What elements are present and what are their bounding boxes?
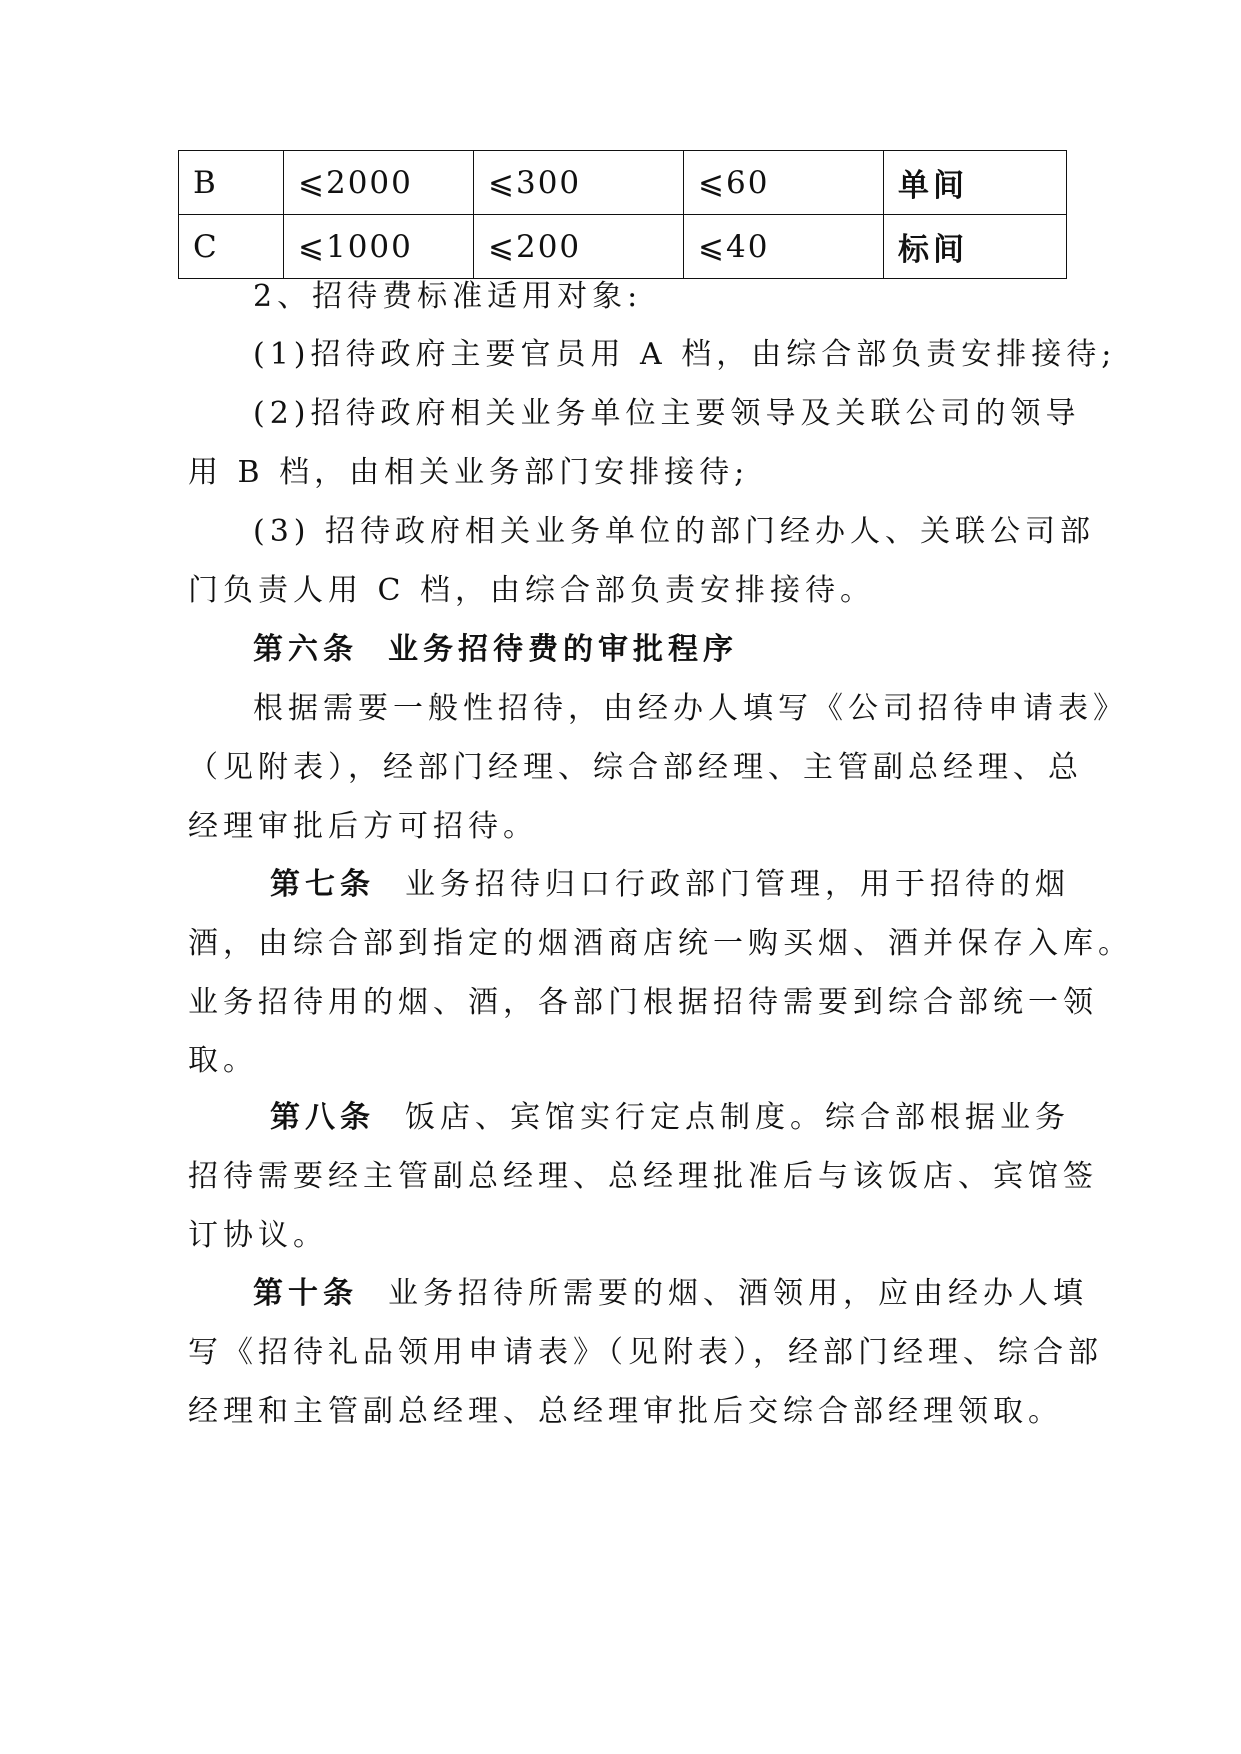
text-run: (1)招待政府主要官员用 A 档，由综合部负责安排接待;	[253, 337, 1117, 372]
text-line	[0, 503, 1241, 561]
article-heading: 第七条	[270, 867, 375, 902]
text-run: 业务招待用的烟、酒，各部门根据招待需要到综合部统一领	[188, 985, 1098, 1020]
text-line	[0, 739, 1241, 797]
text-run: 经理和主管副总经理、总经理审批后交综合部经理领取。	[188, 1394, 1063, 1429]
table-row	[179, 151, 1067, 215]
text-run: 写《招待礼品领用申请表》（见附表），经部门经理、综合部	[188, 1335, 1103, 1370]
text-line	[0, 385, 1241, 443]
text-line	[0, 562, 1241, 620]
text-line	[0, 798, 1241, 856]
text-run: 用 B 档，由相关业务部门安排接待;	[188, 455, 750, 490]
text-run: (2)招待政府相关业务单位主要领导及关联公司的领导	[253, 396, 1081, 431]
text-run: 业务招待所需要的烟、酒领用，应由经办人填	[388, 1276, 1088, 1311]
text-line	[0, 680, 1241, 738]
text-line	[0, 915, 1241, 973]
text-run: 业务招待归口行政部门管理，用于招待的烟	[405, 867, 1070, 902]
text-line	[0, 1148, 1241, 1206]
article-heading: 第八条	[270, 1100, 375, 1135]
text-line	[0, 268, 1241, 326]
text-run: （见附表），经部门经理、综合部经理、主管副总经理、总	[188, 750, 1083, 785]
table-cell: ⩽60	[684, 151, 884, 215]
text-line	[0, 326, 1241, 384]
text-run: 经理审批后方可招待。	[188, 809, 538, 844]
text-line	[0, 1207, 1241, 1265]
text-line	[0, 1032, 1241, 1090]
table-cell: 标间	[884, 215, 1067, 279]
text-line	[0, 1324, 1241, 1382]
text-run: (3) 招待政府相关业务单位的部门经办人、关联公司部	[253, 514, 1096, 549]
text-line	[0, 1089, 1241, 1147]
table-cell: 单间	[884, 151, 1067, 215]
table-cell: ⩽200	[474, 215, 684, 279]
table-cell: C	[179, 215, 284, 279]
table-cell: ⩽300	[474, 151, 684, 215]
text-line	[0, 856, 1241, 914]
text-run: 取。	[188, 1043, 258, 1078]
text-run: 根据需要一般性招待，由经办人填写《公司招待申请表》	[253, 691, 1128, 726]
table-cell: B	[179, 151, 284, 215]
table-cell: ⩽40	[684, 215, 884, 279]
rate-table	[178, 150, 1067, 279]
text-line	[0, 974, 1241, 1032]
article-heading: 第十条	[253, 1276, 358, 1311]
text-run: 饭店、宾馆实行定点制度。综合部根据业务	[405, 1100, 1070, 1135]
table-cell: ⩽1000	[284, 215, 474, 279]
table-cell: ⩽2000	[284, 151, 474, 215]
article-heading: 第六条	[253, 632, 358, 667]
text-run: 门负责人用 C 档，由综合部负责安排接待。	[188, 573, 876, 608]
text-line	[0, 621, 1241, 679]
text-run: 2、招待费标准适用对象:	[253, 279, 643, 314]
text-run: 酒，由综合部到指定的烟酒商店统一购买烟、酒并保存入库。	[188, 926, 1133, 961]
text-line	[0, 1383, 1241, 1441]
text-line	[0, 444, 1241, 502]
text-run: 订协议。	[188, 1218, 328, 1253]
text-line	[0, 1265, 1241, 1323]
text-run: 招待需要经主管副总经理、总经理批准后与该饭店、宾馆签	[188, 1159, 1098, 1194]
article-heading: 业务招待费的审批程序	[388, 632, 738, 667]
